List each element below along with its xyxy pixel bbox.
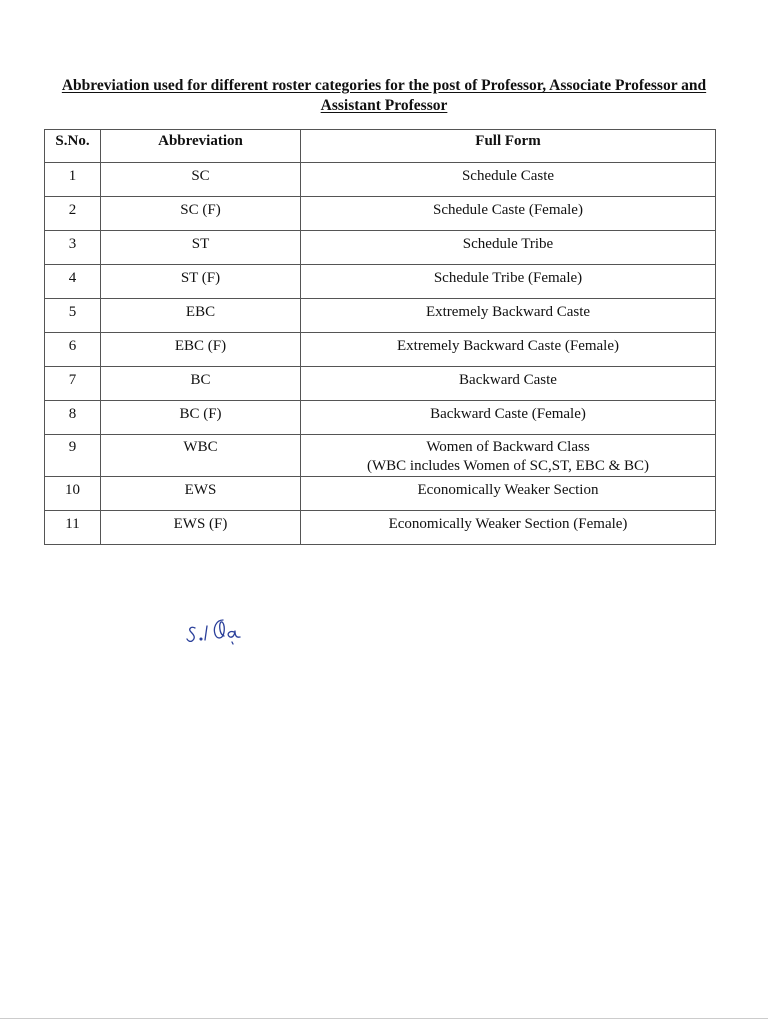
cell-sno: 8 <box>45 401 101 435</box>
cell-full-form: Extremely Backward Caste <box>301 299 716 333</box>
cell-sno: 7 <box>45 367 101 401</box>
table-row <box>45 197 716 231</box>
table-row <box>45 367 716 401</box>
cell-full-form <box>301 435 716 477</box>
cell-abbreviation: ST <box>101 231 301 265</box>
cell-abbreviation: EBC (F) <box>101 333 301 367</box>
cell-abbreviation: WBC <box>101 435 301 477</box>
table-row <box>45 435 716 477</box>
cell-full-form: Schedule Tribe (Female) <box>301 265 716 299</box>
cell-sno: 5 <box>45 299 101 333</box>
cell-full-form: Backward Caste (Female) <box>301 401 716 435</box>
table-row <box>45 299 716 333</box>
header-full-form: Full Form <box>301 130 716 163</box>
cell-sno: 1 <box>45 163 101 197</box>
full-form-text: Women of Backward Class <box>426 439 590 455</box>
cell-sno: 2 <box>45 197 101 231</box>
table-row <box>45 163 716 197</box>
cell-full-form: Schedule Caste (Female) <box>301 197 716 231</box>
cell-full-form: Extremely Backward Caste (Female) <box>301 333 716 367</box>
table-row <box>45 477 716 511</box>
table-row <box>45 511 716 545</box>
cell-abbreviation: SC (F) <box>101 197 301 231</box>
cell-abbreviation: BC (F) <box>101 401 301 435</box>
table-row <box>45 231 716 265</box>
cell-full-form: Economically Weaker Section (Female) <box>301 511 716 545</box>
table-row <box>45 333 716 367</box>
table-row <box>45 401 716 435</box>
cell-sno: 6 <box>45 333 101 367</box>
cell-full-form: Schedule Caste <box>301 163 716 197</box>
cell-abbreviation: SC <box>101 163 301 197</box>
cell-sno: 11 <box>45 511 101 545</box>
table-row <box>45 265 716 299</box>
document-title: Abbreviation used for different roster categories for the post of Professor, Associate Professor and Assistant Professor <box>61 77 707 114</box>
cell-full-form: Backward Caste <box>301 367 716 401</box>
header-sno: S.No. <box>45 130 101 163</box>
cell-abbreviation: BC <box>101 367 301 401</box>
cell-abbreviation: EWS (F) <box>101 511 301 545</box>
cell-sno: 10 <box>45 477 101 511</box>
cell-sno: 4 <box>45 265 101 299</box>
cell-full-form: Schedule Tribe <box>301 231 716 265</box>
roster-abbreviation-table <box>44 129 716 545</box>
cell-abbreviation: EWS <box>101 477 301 511</box>
cell-sno: 9 <box>45 435 101 477</box>
cell-full-form: Economically Weaker Section <box>301 477 716 511</box>
cell-abbreviation: ST (F) <box>101 265 301 299</box>
header-abbreviation: Abbreviation <box>101 130 301 163</box>
page-bottom-rule <box>0 1018 768 1019</box>
full-form-note: (WBC includes Women of SC,ST, EBC & BC) <box>367 458 649 474</box>
handwritten-signature <box>186 612 266 652</box>
cell-sno: 3 <box>45 231 101 265</box>
table-header-row <box>45 130 716 163</box>
cell-abbreviation: EBC <box>101 299 301 333</box>
